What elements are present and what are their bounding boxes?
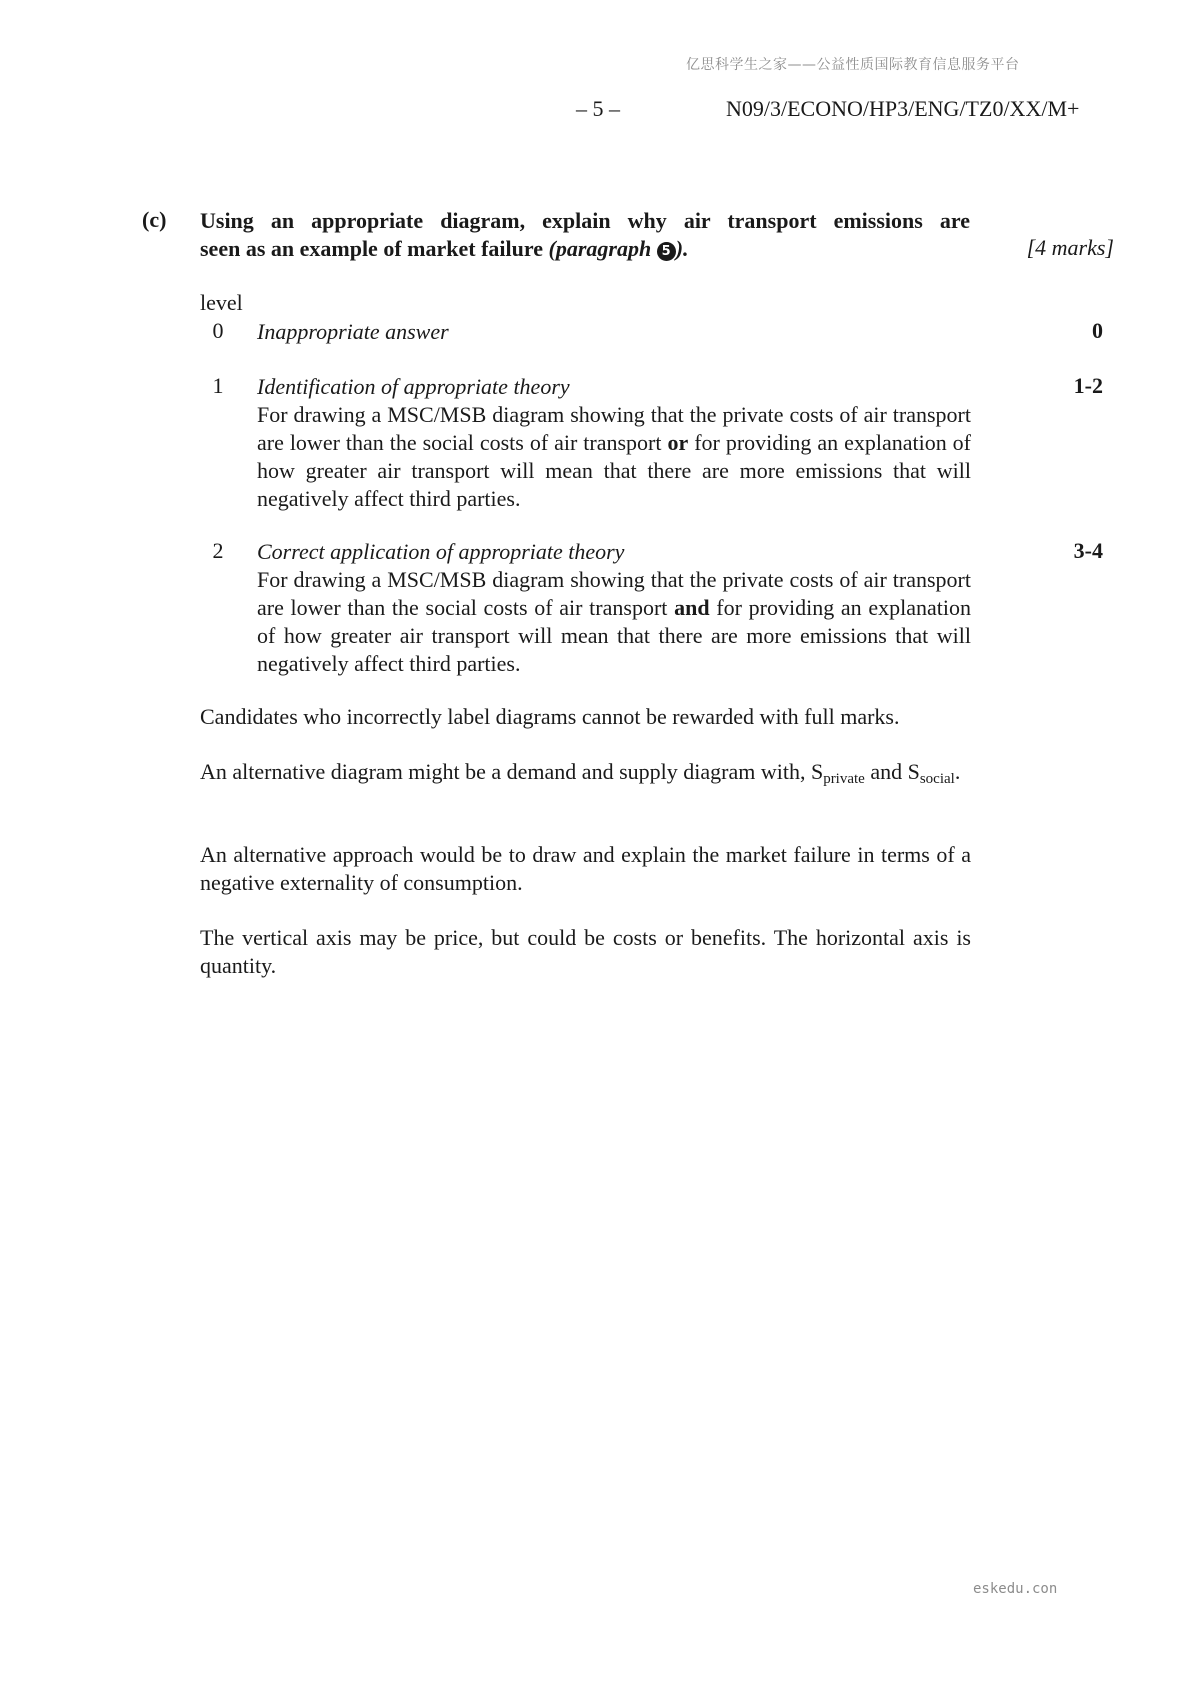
note-alternative-approach: An alternative approach would be to draw and explain the market failure in terms of a negative externality of consumption.: [200, 842, 971, 895]
level-text: For drawing a MSC/MSB diagram showing that the private costs of air transport are lower than the social costs of air transport: [257, 567, 971, 620]
level-title: Inappropriate answer: [257, 319, 449, 344]
note-alt-diagram-text: An alternative diagram might be a demand and supply diagram with, S: [200, 759, 824, 784]
level-score: 0: [1092, 318, 1103, 343]
level-connector: or: [667, 430, 689, 455]
level-title: Correct application of appropriate theory: [257, 539, 625, 564]
level-score: 3-4: [1073, 538, 1103, 563]
level-connector: and: [674, 595, 710, 620]
page-number: – 5 –: [576, 96, 620, 121]
note-axes: The vertical axis may be price, but could be costs or benefits. The horizontal axis is quantity.: [200, 925, 971, 978]
footer-site: eskedu.con: [973, 1581, 1058, 1597]
subscript-social: social: [919, 771, 955, 787]
level-text-continued: for providing an explanation of how greater air transport will mean that there are more emissions that will negatively affect third parties.: [257, 430, 971, 511]
paragraph-reference-close: ).: [675, 236, 689, 261]
level-score: 1-2: [1073, 373, 1103, 398]
question-line-2: seen as an example of market failure: [200, 236, 549, 261]
note-alternative-diagram: [200, 758, 971, 793]
note-alt-diagram-end: .: [954, 759, 961, 784]
marks-allocation: [4 marks]: [1026, 235, 1114, 260]
level-number: 2: [212, 538, 224, 563]
level-text-continued: for providing an explanation of how greater air transport will mean that there are more emissions that will negatively affect third parties.: [257, 595, 971, 676]
level-descriptor: [257, 318, 971, 346]
level-descriptor: [257, 538, 971, 678]
question-label: (c): [142, 207, 167, 232]
document-code: N09/3/ECONO/HP3/ENG/TZ0/XX/M+: [726, 96, 1080, 121]
level-heading: level: [200, 290, 243, 315]
subscript-private: private: [823, 771, 865, 787]
circled-number-icon: 5: [657, 242, 676, 261]
level-title: Identification of appropriate theory: [257, 374, 570, 399]
question-text: [200, 207, 970, 263]
level-number: 0: [212, 318, 224, 343]
level-descriptor: [257, 373, 971, 513]
paragraph-reference-text: (paragraph: [548, 236, 657, 261]
note-labelling: Candidates who incorrectly label diagrams cannot be rewarded with full marks.: [200, 704, 900, 729]
watermark-text: 亿思科学生之家——公益性质国际教育信息服务平台: [686, 57, 1020, 73]
paragraph-reference: [549, 236, 689, 261]
note-alt-diagram-mid: and S: [864, 759, 920, 784]
question-line-1: Using an appropriate diagram, explain why air transport emissions are: [200, 208, 970, 233]
level-text: For drawing a MSC/MSB diagram showing that the private costs of air transport are lower than the social costs of air transport: [257, 402, 971, 455]
level-number: 1: [212, 373, 224, 398]
